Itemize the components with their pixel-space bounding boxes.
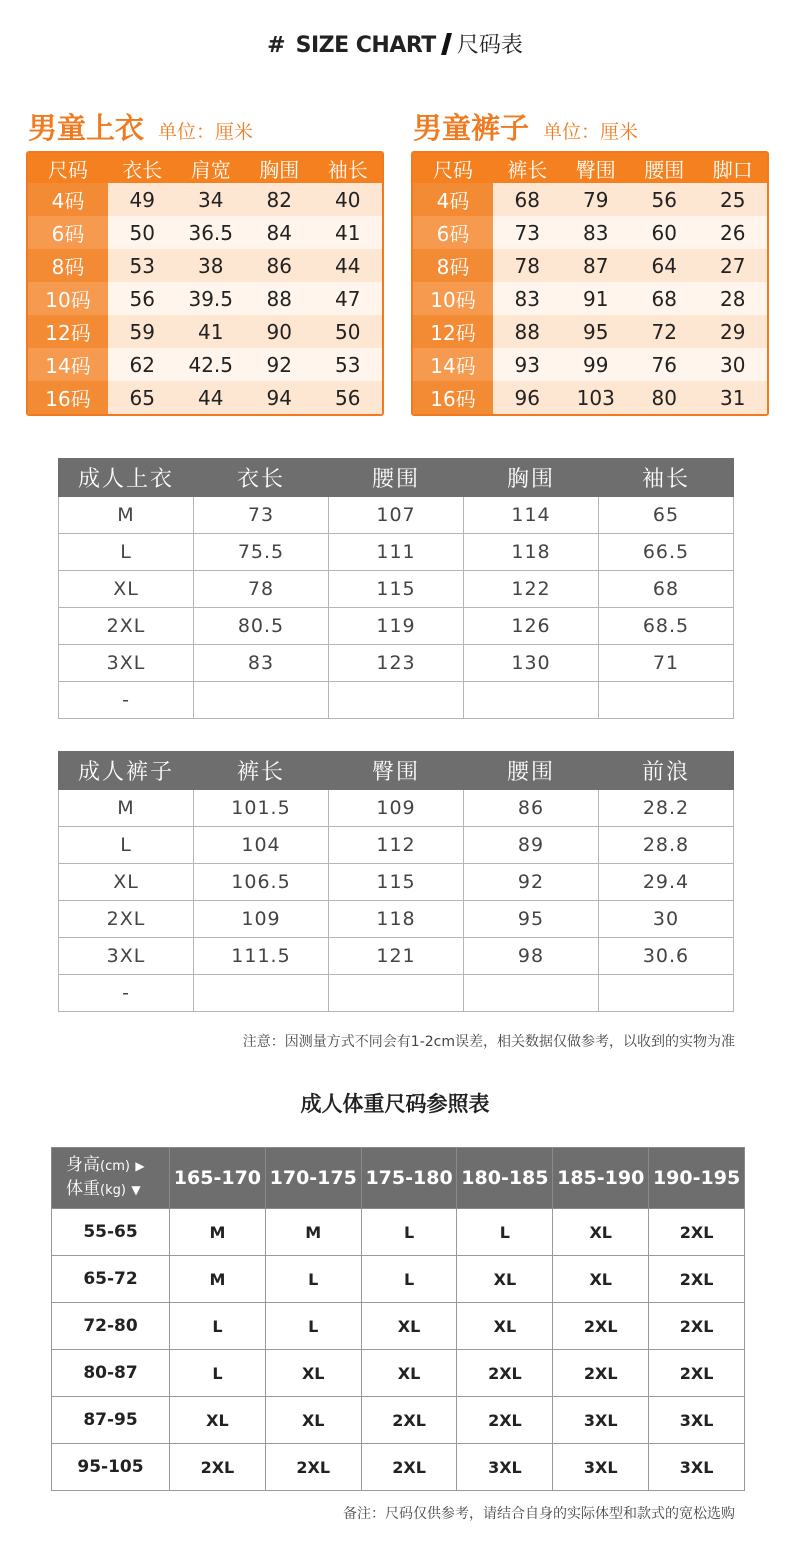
table-cell: 99 — [562, 348, 631, 381]
table-cell: 95 — [464, 901, 599, 938]
size-label: 12码 — [413, 315, 493, 348]
column-header: 裤长 — [194, 752, 329, 790]
table-cell: 38 — [177, 249, 246, 282]
size-label: 8码 — [28, 249, 108, 282]
size-cell: 3XL — [649, 1397, 745, 1444]
height-range-header: 185-190 — [553, 1148, 649, 1209]
size-cell: L — [265, 1256, 361, 1303]
table-cell: 123 — [329, 645, 464, 682]
size-cell: XL — [170, 1397, 266, 1444]
size-chart-title-zh: 尺码表 — [456, 33, 523, 58]
table-cell: 94 — [245, 381, 314, 414]
table-row — [59, 975, 734, 1012]
table-row — [413, 315, 767, 348]
table-cell: 64 — [630, 249, 699, 282]
table-row — [28, 282, 382, 315]
table-cell — [329, 682, 464, 719]
size-label: - — [59, 975, 194, 1012]
table-row — [413, 348, 767, 381]
table-cell: 53 — [314, 348, 383, 381]
size-label: L — [59, 534, 194, 571]
size-label: 6码 — [413, 216, 493, 249]
boys-top-title — [28, 106, 253, 147]
size-label: 4码 — [28, 183, 108, 216]
table-cell: 42.5 — [177, 348, 246, 381]
size-note: 备注：尺码仅供参考，请结合自身的实际体型和款式的宽松选购 — [343, 1506, 735, 1522]
table-row — [28, 183, 382, 216]
column-header: 袖长 — [599, 459, 734, 497]
size-cell: 2XL — [361, 1444, 457, 1491]
column-header: 胸围 — [245, 153, 314, 183]
table-cell: 118 — [329, 901, 464, 938]
size-chart-title-en: SIZE CHART — [295, 33, 436, 58]
size-cell: 2XL — [553, 1350, 649, 1397]
table-cell: 56 — [108, 282, 177, 315]
table-row — [59, 864, 734, 901]
size-cell: L — [457, 1209, 553, 1256]
table-row — [52, 1303, 745, 1350]
table-row — [413, 183, 767, 216]
table-cell: 88 — [493, 315, 562, 348]
table-cell: 59 — [108, 315, 177, 348]
size-label: M — [59, 790, 194, 827]
table-cell: 30 — [699, 348, 768, 381]
table-cell: 65 — [108, 381, 177, 414]
table-row — [28, 381, 382, 414]
size-cell: 2XL — [457, 1350, 553, 1397]
table-cell: 40 — [314, 183, 383, 216]
table-cell — [599, 682, 734, 719]
table-cell: 27 — [699, 249, 768, 282]
table-cell: 83 — [493, 282, 562, 315]
table-row — [52, 1444, 745, 1491]
table-row — [413, 216, 767, 249]
table-cell: 121 — [329, 938, 464, 975]
size-cell: 3XL — [553, 1444, 649, 1491]
table-row — [59, 534, 734, 571]
table-cell: 29 — [699, 315, 768, 348]
height-range-header: 180-185 — [457, 1148, 553, 1209]
size-cell: XL — [553, 1209, 649, 1256]
table-cell: 103 — [562, 381, 631, 414]
table-cell: 84 — [245, 216, 314, 249]
size-cell: 2XL — [170, 1444, 266, 1491]
table-cell: 106.5 — [194, 864, 329, 901]
table-cell: 87 — [562, 249, 631, 282]
height-range-header: 170-175 — [265, 1148, 361, 1209]
table-row — [52, 1209, 745, 1256]
column-header: 腰围 — [464, 752, 599, 790]
column-header: 臀围 — [562, 153, 631, 183]
table-cell: 68 — [630, 282, 699, 315]
height-range-header: 190-195 — [649, 1148, 745, 1209]
size-cell: XL — [361, 1303, 457, 1350]
table-cell: 71 — [599, 645, 734, 682]
size-cell: 3XL — [553, 1397, 649, 1444]
size-label: 8码 — [413, 249, 493, 282]
table-cell: 78 — [493, 249, 562, 282]
table-cell: 90 — [245, 315, 314, 348]
boys-top-table — [26, 151, 384, 416]
table-cell: 86 — [464, 790, 599, 827]
corner-height-label: 身高 — [66, 1155, 100, 1175]
table-cell: 89 — [464, 827, 599, 864]
column-header: 肩宽 — [177, 153, 246, 183]
table-cell: 41 — [177, 315, 246, 348]
height-range-header: 165-170 — [170, 1148, 266, 1209]
size-label: 14码 — [28, 348, 108, 381]
table-cell: 109 — [329, 790, 464, 827]
boys-top-unit: 单位：厘米 — [158, 121, 254, 143]
table-row — [28, 315, 382, 348]
table-cell: 96 — [493, 381, 562, 414]
corner-height-unit: (cm) — [100, 1159, 130, 1174]
table-cell: 82 — [245, 183, 314, 216]
table-cell: 56 — [314, 381, 383, 414]
table-cell: 79 — [562, 183, 631, 216]
table-row — [59, 608, 734, 645]
corner-weight-label: 体重 — [66, 1179, 100, 1199]
table-cell: 95 — [562, 315, 631, 348]
table-cell: 111 — [329, 534, 464, 571]
weight-range-label: 95-105 — [52, 1444, 170, 1491]
size-cell: M — [170, 1256, 266, 1303]
boys-pants-unit: 单位：厘米 — [543, 121, 639, 143]
table-cell: 41 — [314, 216, 383, 249]
table-cell — [194, 975, 329, 1012]
table-row — [59, 827, 734, 864]
table-cell: 60 — [630, 216, 699, 249]
size-label: M — [59, 497, 194, 534]
table-row — [59, 938, 734, 975]
table-row — [28, 216, 382, 249]
table-cell: 101.5 — [194, 790, 329, 827]
corner-weight-unit: (kg) — [100, 1183, 126, 1198]
size-cell: 2XL — [649, 1256, 745, 1303]
size-cell: 2XL — [649, 1209, 745, 1256]
column-header: 衣长 — [108, 153, 177, 183]
table-cell: 104 — [194, 827, 329, 864]
right-arrow-icon: ▶ — [135, 1159, 145, 1173]
weight-range-label: 65-72 — [52, 1256, 170, 1303]
size-cell: XL — [265, 1397, 361, 1444]
size-cell: L — [170, 1350, 266, 1397]
weight-range-label: 55-65 — [52, 1209, 170, 1256]
table-row — [59, 497, 734, 534]
table-cell: 91 — [562, 282, 631, 315]
size-cell: 2XL — [457, 1397, 553, 1444]
boys-pants-title — [413, 106, 638, 147]
table-cell: 30.6 — [599, 938, 734, 975]
table-cell: 130 — [464, 645, 599, 682]
table-cell: 56 — [630, 183, 699, 216]
table-cell — [464, 682, 599, 719]
table-cell: 83 — [194, 645, 329, 682]
table-cell: 112 — [329, 827, 464, 864]
table-cell — [329, 975, 464, 1012]
table-cell: 28.8 — [599, 827, 734, 864]
table-cell: 93 — [493, 348, 562, 381]
page-header — [0, 28, 790, 59]
table-cell: 68.5 — [599, 608, 734, 645]
table-cell — [599, 975, 734, 1012]
weight-chart-title: 成人体重尺码参照表 — [300, 1092, 490, 1116]
size-label: 2XL — [59, 608, 194, 645]
table-cell: 73 — [493, 216, 562, 249]
table-cell: 44 — [177, 381, 246, 414]
table-row — [52, 1397, 745, 1444]
table-cell: 28 — [699, 282, 768, 315]
down-arrow-icon: ▼ — [131, 1183, 141, 1197]
size-label: 3XL — [59, 645, 194, 682]
table-cell: 50 — [314, 315, 383, 348]
table-cell: 115 — [329, 571, 464, 608]
table-cell: 62 — [108, 348, 177, 381]
table-cell: 83 — [562, 216, 631, 249]
column-header: 成人上衣 — [59, 459, 194, 497]
table-row — [52, 1256, 745, 1303]
size-cell: 2XL — [649, 1350, 745, 1397]
column-header: 前浪 — [599, 752, 734, 790]
table-cell — [194, 682, 329, 719]
table-cell: 98 — [464, 938, 599, 975]
table-cell: 80.5 — [194, 608, 329, 645]
height-range-header: 175-180 — [361, 1148, 457, 1209]
table-cell: 68 — [599, 571, 734, 608]
size-cell: 2XL — [553, 1303, 649, 1350]
table-cell: 66.5 — [599, 534, 734, 571]
table-row — [59, 645, 734, 682]
size-cell: L — [361, 1209, 457, 1256]
weight-table-corner — [52, 1148, 170, 1209]
table-row — [59, 571, 734, 608]
table-cell: 122 — [464, 571, 599, 608]
table-cell: 65 — [599, 497, 734, 534]
table-cell: 26 — [699, 216, 768, 249]
column-header: 胸围 — [464, 459, 599, 497]
size-cell: XL — [361, 1350, 457, 1397]
size-label: 2XL — [59, 901, 194, 938]
size-cell: M — [265, 1209, 361, 1256]
table-row — [413, 249, 767, 282]
table-cell: 47 — [314, 282, 383, 315]
table-cell: 44 — [314, 249, 383, 282]
table-cell: 25 — [699, 183, 768, 216]
table-cell: 49 — [108, 183, 177, 216]
table-cell: 29.4 — [599, 864, 734, 901]
measurement-note: 注意：因测量方式不同会有1-2cm误差，相关数据仅做参考，以收到的实物为准 — [242, 1034, 735, 1050]
column-header: 成人裤子 — [59, 752, 194, 790]
table-row — [28, 249, 382, 282]
hash-mark: # — [267, 33, 286, 58]
table-cell: 36.5 — [177, 216, 246, 249]
weight-range-label: 80-87 — [52, 1350, 170, 1397]
adult-pants-table — [58, 751, 734, 1012]
table-cell: 80 — [630, 381, 699, 414]
table-cell: 30 — [599, 901, 734, 938]
table-cell: 86 — [245, 249, 314, 282]
column-header: 衣长 — [194, 459, 329, 497]
size-label: 16码 — [413, 381, 493, 414]
size-cell: 2XL — [361, 1397, 457, 1444]
size-cell: 3XL — [457, 1444, 553, 1491]
table-row — [59, 682, 734, 719]
table-cell: 92 — [464, 864, 599, 901]
table-cell: 78 — [194, 571, 329, 608]
size-cell: L — [361, 1256, 457, 1303]
table-cell: 109 — [194, 901, 329, 938]
size-label: L — [59, 827, 194, 864]
table-cell: 72 — [630, 315, 699, 348]
table-row — [59, 790, 734, 827]
boys-top-title-text: 男童上衣 — [28, 111, 145, 145]
table-cell: 107 — [329, 497, 464, 534]
size-cell: XL — [553, 1256, 649, 1303]
table-row — [59, 901, 734, 938]
weight-range-label: 87-95 — [52, 1397, 170, 1444]
size-cell: 2XL — [265, 1444, 361, 1491]
slash-icon — [441, 33, 452, 55]
table-row — [28, 348, 382, 381]
table-cell: 76 — [630, 348, 699, 381]
table-cell: 68 — [493, 183, 562, 216]
table-row — [52, 1350, 745, 1397]
size-label: 4码 — [413, 183, 493, 216]
column-header: 脚口 — [699, 153, 768, 183]
size-cell: L — [265, 1303, 361, 1350]
size-label: XL — [59, 864, 194, 901]
table-cell: 34 — [177, 183, 246, 216]
size-label: 16码 — [28, 381, 108, 414]
boys-pants-table — [411, 151, 769, 416]
size-label: 3XL — [59, 938, 194, 975]
table-cell: 115 — [329, 864, 464, 901]
column-header: 裤长 — [493, 153, 562, 183]
size-label: XL — [59, 571, 194, 608]
table-cell: 88 — [245, 282, 314, 315]
size-label: 6码 — [28, 216, 108, 249]
table-cell — [464, 975, 599, 1012]
boys-pants-title-text: 男童裤子 — [413, 111, 530, 145]
column-header: 袖长 — [314, 153, 383, 183]
size-cell: XL — [265, 1350, 361, 1397]
size-label: 12码 — [28, 315, 108, 348]
table-cell: 118 — [464, 534, 599, 571]
table-cell: 111.5 — [194, 938, 329, 975]
size-cell: XL — [457, 1303, 553, 1350]
column-header: 臀围 — [329, 752, 464, 790]
table-row — [413, 381, 767, 414]
size-cell: 3XL — [649, 1444, 745, 1491]
size-cell: XL — [457, 1256, 553, 1303]
size-cell: L — [170, 1303, 266, 1350]
table-cell: 75.5 — [194, 534, 329, 571]
table-cell: 53 — [108, 249, 177, 282]
table-cell: 73 — [194, 497, 329, 534]
table-cell: 92 — [245, 348, 314, 381]
table-cell: 39.5 — [177, 282, 246, 315]
table-row — [413, 282, 767, 315]
column-header: 腰围 — [630, 153, 699, 183]
adult-top-table — [58, 458, 734, 719]
table-cell: 50 — [108, 216, 177, 249]
size-label: - — [59, 682, 194, 719]
table-cell: 114 — [464, 497, 599, 534]
column-header: 尺码 — [28, 153, 108, 183]
size-cell: 2XL — [649, 1303, 745, 1350]
weight-range-label: 72-80 — [52, 1303, 170, 1350]
table-cell: 31 — [699, 381, 768, 414]
table-cell: 28.2 — [599, 790, 734, 827]
size-label: 14码 — [413, 348, 493, 381]
size-cell: M — [170, 1209, 266, 1256]
column-header: 腰围 — [329, 459, 464, 497]
weight-size-table — [51, 1147, 745, 1491]
table-cell: 119 — [329, 608, 464, 645]
size-label: 10码 — [28, 282, 108, 315]
table-cell: 126 — [464, 608, 599, 645]
size-label: 10码 — [413, 282, 493, 315]
column-header: 尺码 — [413, 153, 493, 183]
